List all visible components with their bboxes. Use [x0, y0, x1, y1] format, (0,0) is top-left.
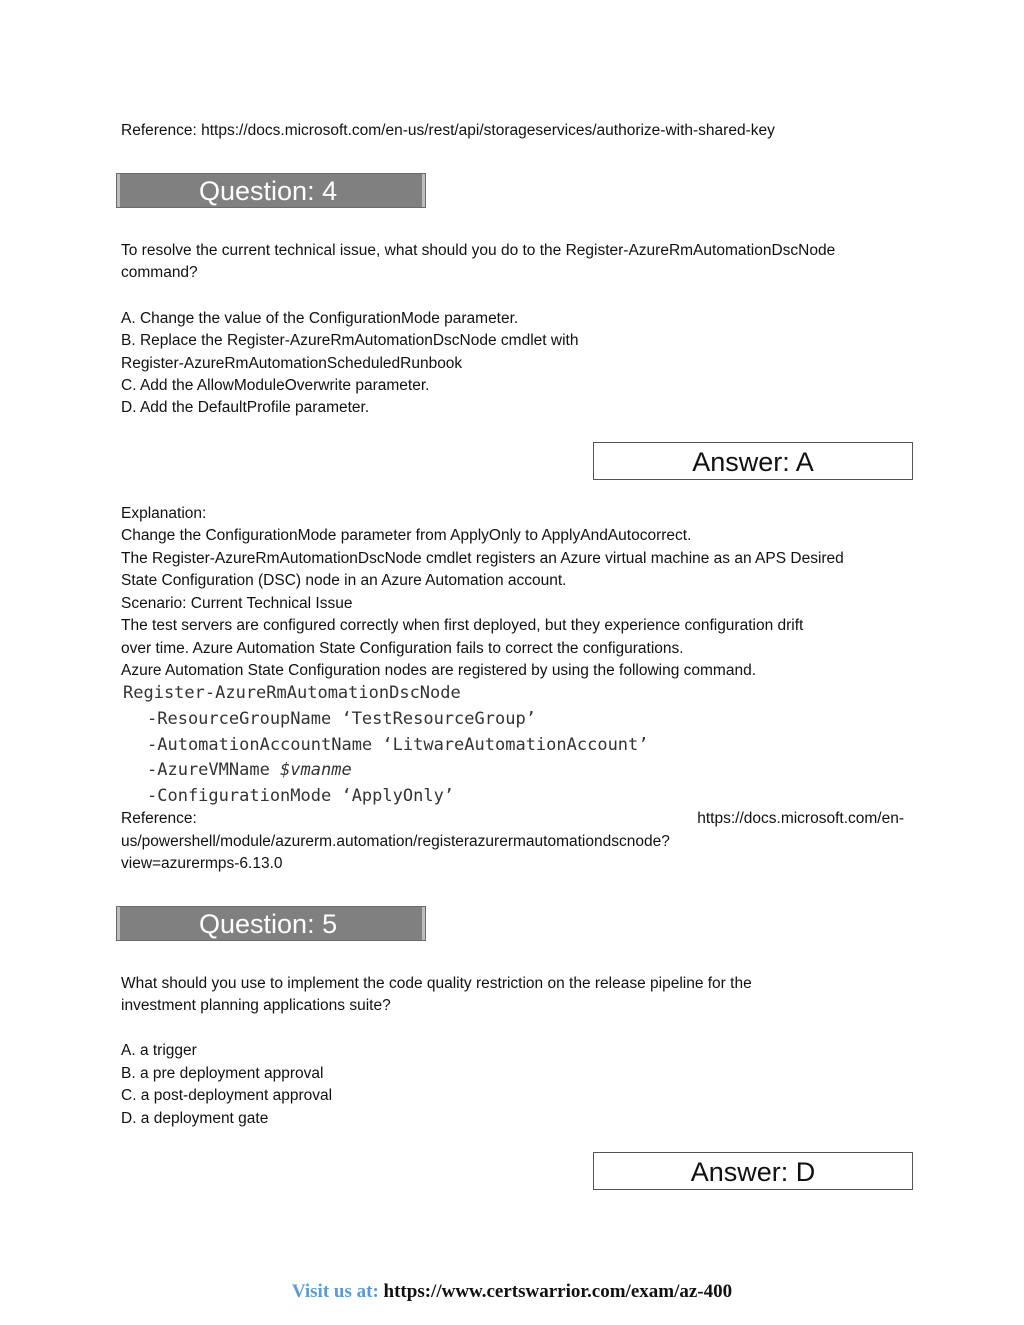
q4-reference-label: Reference:: [121, 810, 197, 827]
reference-top: Reference: https://docs.microsoft.com/en-us/rest/api/storageservices/authorize-with-shared-key: [121, 122, 775, 139]
q4-option-b-cont: Register-AzureRmAutomationScheduledRunbook: [121, 355, 463, 372]
code-line-4: [147, 759, 352, 781]
code-line-5: -ConfigurationMode ‘ApplyOnly’: [147, 786, 455, 806]
footer-label: Visit us at:: [291, 1281, 379, 1302]
q4-option-b: B. Replace the Register-AzureRmAutomationDscNode cmdlet with: [121, 332, 579, 349]
q5-stem-line-2: investment planning applications suite?: [121, 997, 391, 1014]
q5-option-d: D. a deployment gate: [121, 1110, 269, 1127]
code-line-1: Register-AzureRmAutomationDscNode: [123, 683, 461, 703]
q4-explanation-line-7: over time. Azure Automation State Configuration fails to correct the configurations.: [121, 640, 684, 657]
q4-explanation-line-5: Scenario: Current Technical Issue: [121, 595, 353, 612]
q5-option-b: B. a pre deployment approval: [121, 1065, 324, 1082]
question-5-header: [116, 906, 426, 941]
q5-option-a: A. a trigger: [121, 1042, 197, 1059]
q5-stem-line-1: What should you use to implement the code quality restriction on the release pipeline for the: [121, 975, 752, 992]
q4-option-a: A. Change the value of the ConfigurationMode parameter.: [121, 310, 519, 327]
q5-option-c: C. a post-deployment approval: [121, 1087, 333, 1104]
q4-answer: Answer: A: [692, 447, 814, 477]
code-line-3: -AutomationAccountName ‘LitwareAutomationAccount’: [147, 735, 649, 755]
code-line-4-var: $vmanme: [280, 760, 352, 780]
q4-explanation-line-4: State Configuration (DSC) node in an Azure Automation account.: [121, 572, 567, 589]
question-4-header: [116, 173, 426, 208]
q5-answer-box: [593, 1152, 913, 1190]
q4-explanation-line-2: Change the ConfigurationMode parameter from ApplyOnly to ApplyAndAutocorrect.: [121, 527, 692, 544]
code-line-2: -ResourceGroupName ‘TestResourceGroup’: [147, 709, 536, 729]
q4-explanation-line-1: Explanation:: [121, 505, 207, 522]
q4-stem-line-1: To resolve the current technical issue, what should you do to the Register-AzureRmAutomationDscNode: [121, 242, 836, 259]
q5-answer: Answer: D: [690, 1157, 816, 1187]
code-line-4-key: -AzureVMName: [147, 760, 281, 780]
q4-option-c: C. Add the AllowModuleOverwrite parameter.: [121, 377, 430, 394]
footer-link[interactable]: https://www.certswarrior.com/exam/az-400: [383, 1281, 733, 1302]
q4-reference-url-1: https://docs.microsoft.com/en-: [697, 810, 904, 827]
q4-explanation-line-6: The test servers are configured correctly when first deployed, but they experience configuration drift: [121, 617, 804, 634]
question-5-title: Question: 5: [199, 909, 338, 939]
footer: [0, 1281, 1024, 1303]
q4-answer-box: [593, 442, 913, 480]
q4-explanation-line-8: Azure Automation State Configuration nodes are registered by using the following command.: [121, 662, 757, 679]
q4-reference-url-3: view=azurermps-6.13.0: [121, 855, 283, 872]
q4-option-d: D. Add the DefaultProfile parameter.: [121, 399, 370, 416]
question-4-title: Question: 4: [199, 176, 338, 206]
q4-explanation-line-3: The Register-AzureRmAutomationDscNode cmdlet registers an Azure virtual machine as an APS Desired: [121, 550, 844, 567]
q4-reference-url-2: us/powershell/module/azurerm.automation/registerazurermautomationdscnode?: [121, 833, 670, 850]
q4-stem-line-2: command?: [121, 264, 198, 281]
